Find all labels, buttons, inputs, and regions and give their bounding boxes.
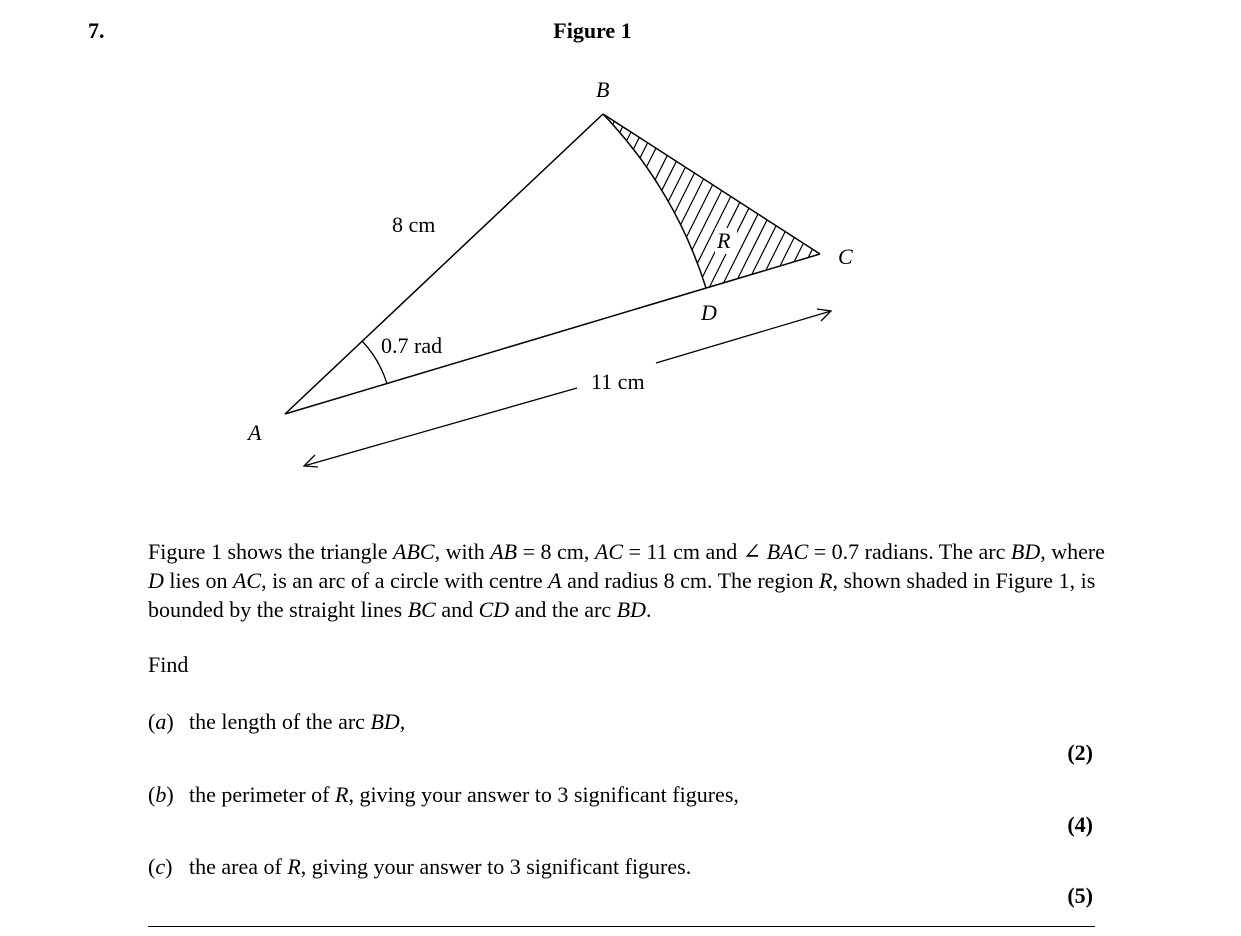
part-c: (c) the area of R, giving your answer to 3 significant figures. (148, 854, 692, 879)
angle-label: 0.7 rad (381, 333, 443, 358)
vertex-label-b: B (596, 77, 610, 102)
marks-part-a: (2) (1067, 740, 1093, 765)
part-b: (b) the perimeter of R, giving your answer to 3 significant figures, (148, 782, 739, 807)
point-label-d: D (701, 300, 717, 325)
side-ac (285, 254, 820, 414)
find-prompt: Find (148, 652, 189, 677)
length-label-ac: 11 cm (591, 369, 645, 394)
arc-bd (603, 114, 706, 288)
side-bc (603, 114, 820, 254)
vertex-label-c: C (838, 244, 853, 269)
figure-title: Figure 1 (553, 18, 632, 43)
length-label-ab: 8 cm (392, 212, 436, 237)
dimension-line-left (304, 388, 577, 466)
marks-part-c: (5) (1067, 883, 1093, 908)
question-paragraph: Figure 1 shows the triangle ABC, with AB = 8 cm, AC = 11 cm and ∠ BAC = 0.7 radians. The arc BD, where D lies on AC, is an arc of a circle with centre A and radius 8 cm. The region R, shown shaded in Figure 1, is bounded by the straight lines BC and CD and the arc BD. (148, 539, 1105, 622)
dimension-line-right (656, 311, 831, 363)
side-ab (285, 114, 603, 414)
question-number: 7. (88, 18, 105, 43)
region-label-r: R (717, 228, 731, 253)
marks-part-b: (4) (1067, 812, 1093, 837)
vertex-label-a: A (248, 420, 262, 445)
part-a: (a) the length of the arc BD, (148, 709, 406, 734)
bottom-divider (148, 926, 1095, 927)
